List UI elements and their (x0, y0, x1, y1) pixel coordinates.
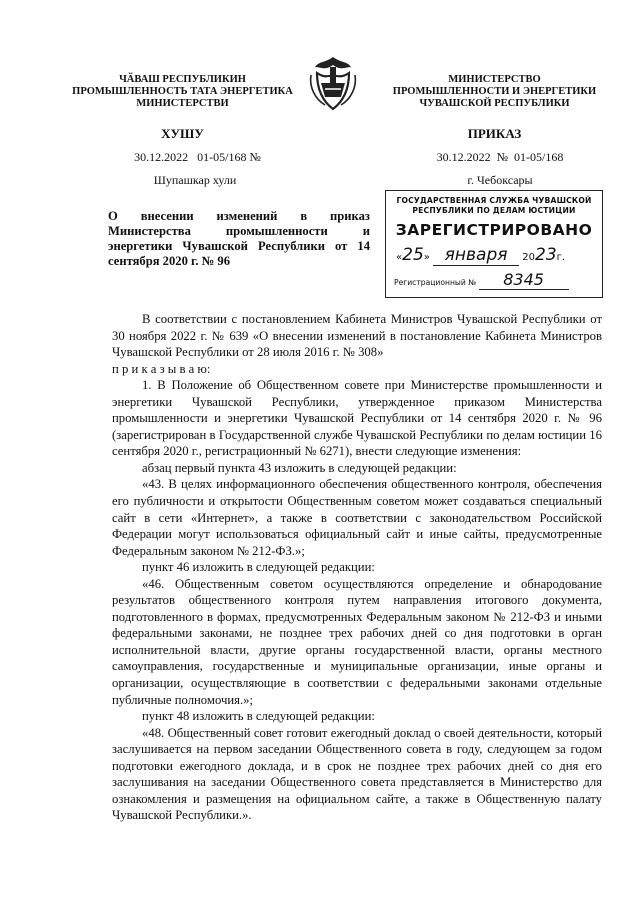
stamp-year-prefix: 20 (522, 252, 535, 263)
prikazyvayu: п р и к а з ы в а ю: (112, 361, 211, 376)
chuvash-emblem-icon (303, 53, 363, 113)
header-right (372, 74, 617, 110)
stamp-quote-close: » (423, 252, 430, 263)
stamp-reg-number: 8345 (479, 270, 569, 290)
stamp-registered: ЗАРЕГИСТРИРОВАНО (395, 221, 593, 239)
stamp-month: января (433, 245, 519, 266)
header-left-line3: МИНИСТЕРСТВИ (136, 98, 229, 109)
document-body (112, 311, 602, 824)
document-subject: О внесении изменений в приказ Министерства промышленности и энергетики Чувашской Республики от 14 сентября 2020 г. № 96 (108, 209, 370, 268)
date-number-right: 30.12.2022 № 01-05/168 (436, 150, 564, 164)
header-right-line2: ПРОМЫШЛЕННОСТИ И ЭНЕРГЕТИКИ (392, 86, 597, 97)
paragraph-preamble: В соответствии с постановлением Кабинета Министров Чувашской Республики от 30 ноября 2022 г. № 639 «О внесении изменений в постановление Кабинета Министров Чувашской Республики от 28 июля 2016 г. № 308» (112, 312, 602, 360)
registration-stamp (385, 190, 603, 298)
place-left: Шупашкар хули (153, 173, 237, 187)
doc-kind-chuvash: ХУШУ (161, 126, 204, 141)
stamp-year-g: г. (556, 252, 566, 263)
stamp-year-suffix: 23 (535, 245, 557, 265)
stamp-org-line1: ГОСУДАРСТВЕННАЯ СЛУЖБА ЧУВАШСКОЙ (396, 196, 592, 205)
stamp-reg-label: Регистрационный № (394, 278, 477, 287)
stamp-org-line2: РЕСПУБЛИКИ ПО ДЕЛАМ ЮСТИЦИИ (412, 206, 576, 215)
paragraph-text-48: «48. Общественный совет готовит ежегодный доклад о своей деятельности, который заслушивается на первом заседании Общественного совета в году, следующем за годом подготовки ежегодного доклада, и в срок не позднее трех рабочих дней со дня его заслушивания на заседании Общественного совета представляется в Министерство для ознакомления и размещения на официальном сайте, а также в Общественную палату Чувашской Республики.». (112, 725, 602, 823)
date-number-left: 30.12.2022 01-05/168 № (134, 150, 261, 164)
header-left-line1: ЧӐВАШ РЕСПУБЛИКИН (119, 74, 246, 85)
paragraph-item-1: 1. В Положение об Общественном совете при Министерстве промышленности и энергетики Чувашской Республики, утвержденное приказом Министерства промышленности и энергетики Чувашской Республики от 14 сентября 2020 г. № 96 (зарегистрирован в Государственной службе Чувашской Республики по делам юстиции 16 сентября 2020 г., регистрационный № 6271), внести следующие изменения: (112, 378, 602, 459)
header-right-line3: ЧУВАШСКОЙ РЕСПУБЛИКИ (419, 98, 570, 109)
paragraph-instruction-46: пункт 46 изложить в следующей редакции: (142, 560, 375, 575)
stamp-date (386, 245, 602, 266)
stamp-number-row (386, 270, 602, 290)
header-right-line1: МИНИСТЕРСТВО (448, 74, 541, 85)
paragraph-text-43: «43. В целях информационного обеспечения общественного контроля, обеспечения его публичности и открытости Общественным советом может создаваться специальный сайт в сети «Интернет», а также в соответствии с законодательством Российской Федерации могут использоваться официальный сайт и иные сайты, предусмотренные Федеральным законом № 212-ФЗ.»; (112, 477, 602, 558)
stamp-day: 25 (402, 245, 424, 265)
doc-kind-russian: ПРИКАЗ (467, 126, 522, 141)
place-right: г. Чебоксары (467, 173, 533, 187)
header-left (70, 74, 295, 110)
paragraph-instruction-48: пункт 48 изложить в следующей редакции: (142, 709, 375, 724)
header-left-line2: ПРОМЫШЛЕННОСТЬ ТАТА ЭНЕРГЕТИКА (72, 86, 293, 97)
paragraph-text-46: «46. Общественным советом осуществляются определение и обнародование результатов общественного контроля путем направления итогового документа, подготовленного в формах, предусмотренных Федеральным законом № 212-ФЗ и иными федеральными законами, не позднее трех рабочих дней со дня подготовки в орган исполнительной власти, другие органы государственной власти, органы местного самоуправления, государственные и муниципальные организации, иные органы и организации, осуществляющие в соответствии с федеральными законами отдельные публичные полномочия.»; (112, 576, 602, 707)
stamp-org (386, 196, 602, 216)
paragraph-instruction-43: абзац первый пункта 43 изложить в следующей редакции: (142, 460, 457, 475)
stamp-quote-open: « (396, 252, 403, 263)
